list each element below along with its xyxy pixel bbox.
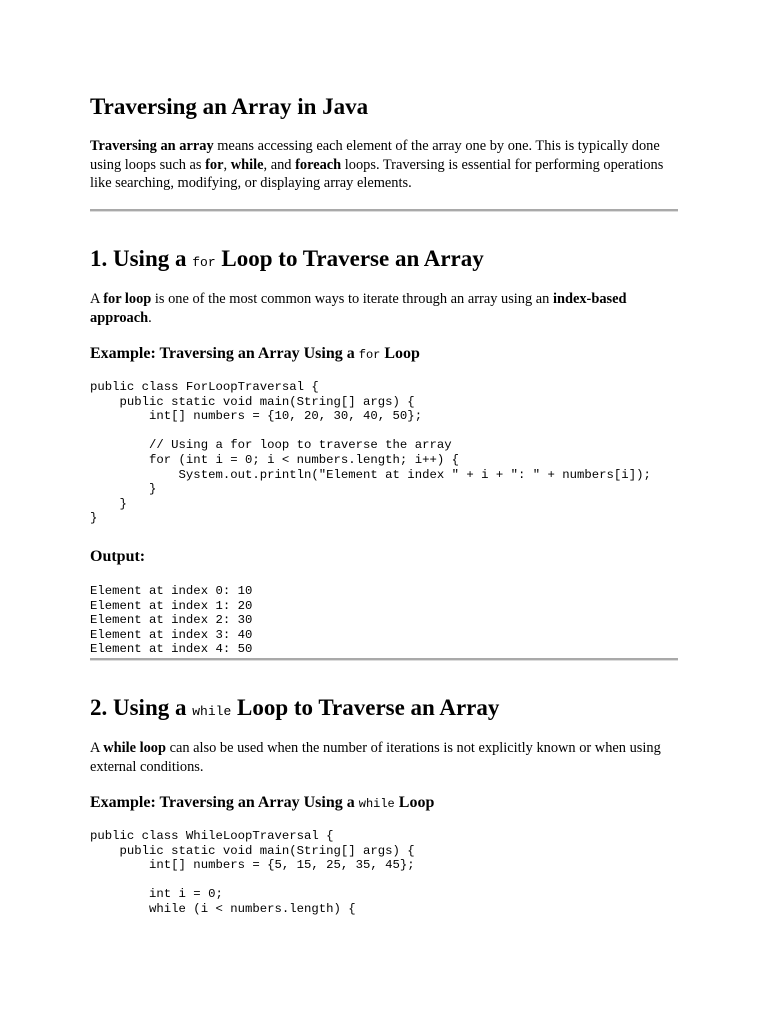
section1-heading	[90, 246, 484, 276]
section1-text-3: .	[148, 309, 152, 326]
section1-example-post: Loop	[380, 345, 420, 362]
divider	[90, 658, 678, 661]
section2-heading-pre: 2. Using a	[90, 695, 193, 720]
section2-code-block: public class WhileLoopTraversal { public static void main(String[] args) { int[] numbers = {5, 15, 25, 35, 45}; int i = 0; while (i < numbers.length) {	[90, 829, 415, 916]
intro-text-3: , and	[263, 156, 296, 173]
section1-code-block: public class ForLoopTraversal { public static void main(String[] args) { int[] numbers = {10, 20, 30, 40, 50}; // Using a for loop to traverse the array for (int i = 0; i < numbers.length; i++) { System.out.println("Element at index " + i + ": " + numbers[i]); } } }	[90, 380, 651, 526]
section1-heading-post: Loop to Traverse an Array	[215, 246, 484, 271]
section1-output-block: Element at index 0: 10 Element at index 1: 20 Element at index 2: 30 Element at index 3: 40 Element at index 4: 50	[90, 584, 253, 657]
section2-text-1: A	[90, 740, 104, 756]
section1-bold-index-based: index-based approach	[90, 291, 627, 326]
section2-paragraph	[90, 739, 678, 776]
section2-example-heading	[90, 793, 434, 814]
section2-example-pre: Example: Traversing an Array Using a	[90, 794, 359, 811]
divider	[90, 209, 678, 212]
section2-heading	[90, 695, 499, 725]
section2-bold-while-loop: while loop	[103, 740, 166, 756]
intro-paragraph	[90, 137, 678, 193]
section1-bold-for-loop: for loop	[103, 291, 152, 307]
section1-example-code: for	[358, 348, 381, 362]
intro-bold-traversing: Traversing an array	[90, 138, 214, 154]
section1-output-heading: Output:	[90, 548, 146, 565]
intro-text-4: loops. Traversing is essential for performing operations like searching, modifying, or displaying array elements.	[90, 156, 664, 191]
section1-example-heading	[90, 344, 420, 365]
page-title: Traversing an Array in Java	[90, 94, 369, 119]
intro-text-1: means accessing each element of the array one by one. This is typically done using loops such as	[90, 138, 660, 173]
intro-text-2: ,	[223, 156, 231, 173]
section2-heading-post: Loop to Traverse an Array	[231, 695, 500, 720]
section1-heading-pre: 1. Using a	[90, 246, 193, 271]
section2-text-2: can also be used when the number of iterations is not explicitly known or when using external conditions.	[90, 740, 661, 775]
section1-text-2: is one of the most common ways to iterate through an array using an	[151, 291, 553, 307]
section1-example-pre: Example: Traversing an Array Using a	[90, 345, 359, 362]
section1-heading-code: for	[192, 255, 216, 270]
section2-example-post: Loop	[394, 794, 435, 811]
intro-bold-while: while	[230, 156, 264, 173]
section2-heading-code: while	[192, 704, 232, 719]
section1-text-1: A	[90, 291, 104, 307]
section2-example-code: while	[358, 797, 395, 811]
section1-paragraph	[90, 290, 678, 327]
intro-bold-foreach: foreach	[295, 156, 342, 173]
intro-bold-for: for	[205, 156, 224, 173]
